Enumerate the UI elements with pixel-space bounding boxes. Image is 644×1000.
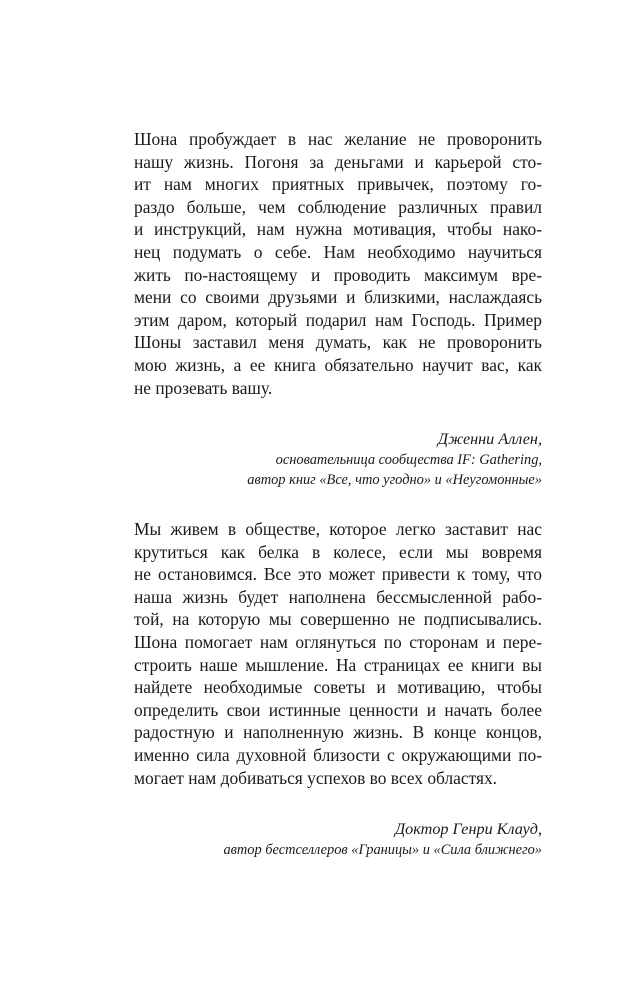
quote-line: Шона пробуждает в нас желание не проворонить <box>134 129 542 149</box>
author-credential: автор книг «Все, что угодно» и «Неугомонные» <box>247 472 542 489</box>
endorsement-quote <box>134 128 542 399</box>
quote-line: крутиться как белка в колесе, если мы вовремя <box>134 541 542 562</box>
quote-line: этим даром, который подарил нам Господь. Пример <box>134 309 542 330</box>
author-credential: автор бестселлеров «Границы» и «Сила ближнего» <box>223 842 542 859</box>
quote-line: Шона помогает нам оглянуться по сторонам и пере- <box>134 631 542 652</box>
author-name: Доктор Генри Клауд, <box>394 820 542 839</box>
quote-line: найдете необходимые советы и мотивацию, чтобы <box>134 677 542 698</box>
quote-line: не остановимся. Все это может привести к тому, что <box>134 564 542 585</box>
endorsement-attribution <box>134 819 542 860</box>
quote-line: Шоны заставил меня думать, как не проворонить <box>134 332 542 353</box>
quote-line: определить свои истинные ценности и начать более <box>134 699 542 720</box>
quote-line: ит нам многих приятных привычек, поэтому го- <box>134 174 542 195</box>
endorsement-attribution <box>134 429 542 490</box>
author-name: Дженни Аллен, <box>437 430 542 449</box>
endorsement-quote <box>134 518 542 789</box>
quote-line: Мы живем в обществе, которое легко заставит нас <box>134 519 542 539</box>
quote-line: именно сила духовной близости с окружающими по- <box>134 744 542 765</box>
quote-line: той, на которую мы совершенно не подписывались. <box>134 609 542 630</box>
endorsement-1 <box>134 128 542 490</box>
quote-line: мою жизнь, а ее книга обязательно научит вас, как <box>134 354 542 375</box>
endorsement-2 <box>134 518 542 860</box>
author-credential: основательница сообщества IF: Gathering, <box>275 452 542 469</box>
quote-line: и инструкций, нам нужна мотивация, чтобы нако- <box>134 219 542 240</box>
quote-line: радостную и наполненную жизнь. В конце концов, <box>134 722 542 743</box>
quote-line: нец подумать о себе. Нам необходимо научиться <box>134 241 542 262</box>
quote-line: могает нам добиваться успехов во всех областях. <box>134 767 497 788</box>
quote-line: жить по-настоящему и проводить максимум вре- <box>134 264 542 285</box>
quote-line: не прозевать вашу. <box>134 377 273 398</box>
quote-line: мени со своими друзьями и близкими, наслаждаясь <box>134 287 542 308</box>
quote-line: нашу жизнь. Погоня за деньгами и карьерой сто- <box>134 151 542 172</box>
quote-line: строить наше мышление. На страницах ее книги вы <box>134 654 542 675</box>
quote-line: раздо больше, чем соблюдение различных правил <box>134 196 542 217</box>
quote-line: наша жизнь будет наполнена бессмысленной рабо- <box>134 586 542 607</box>
